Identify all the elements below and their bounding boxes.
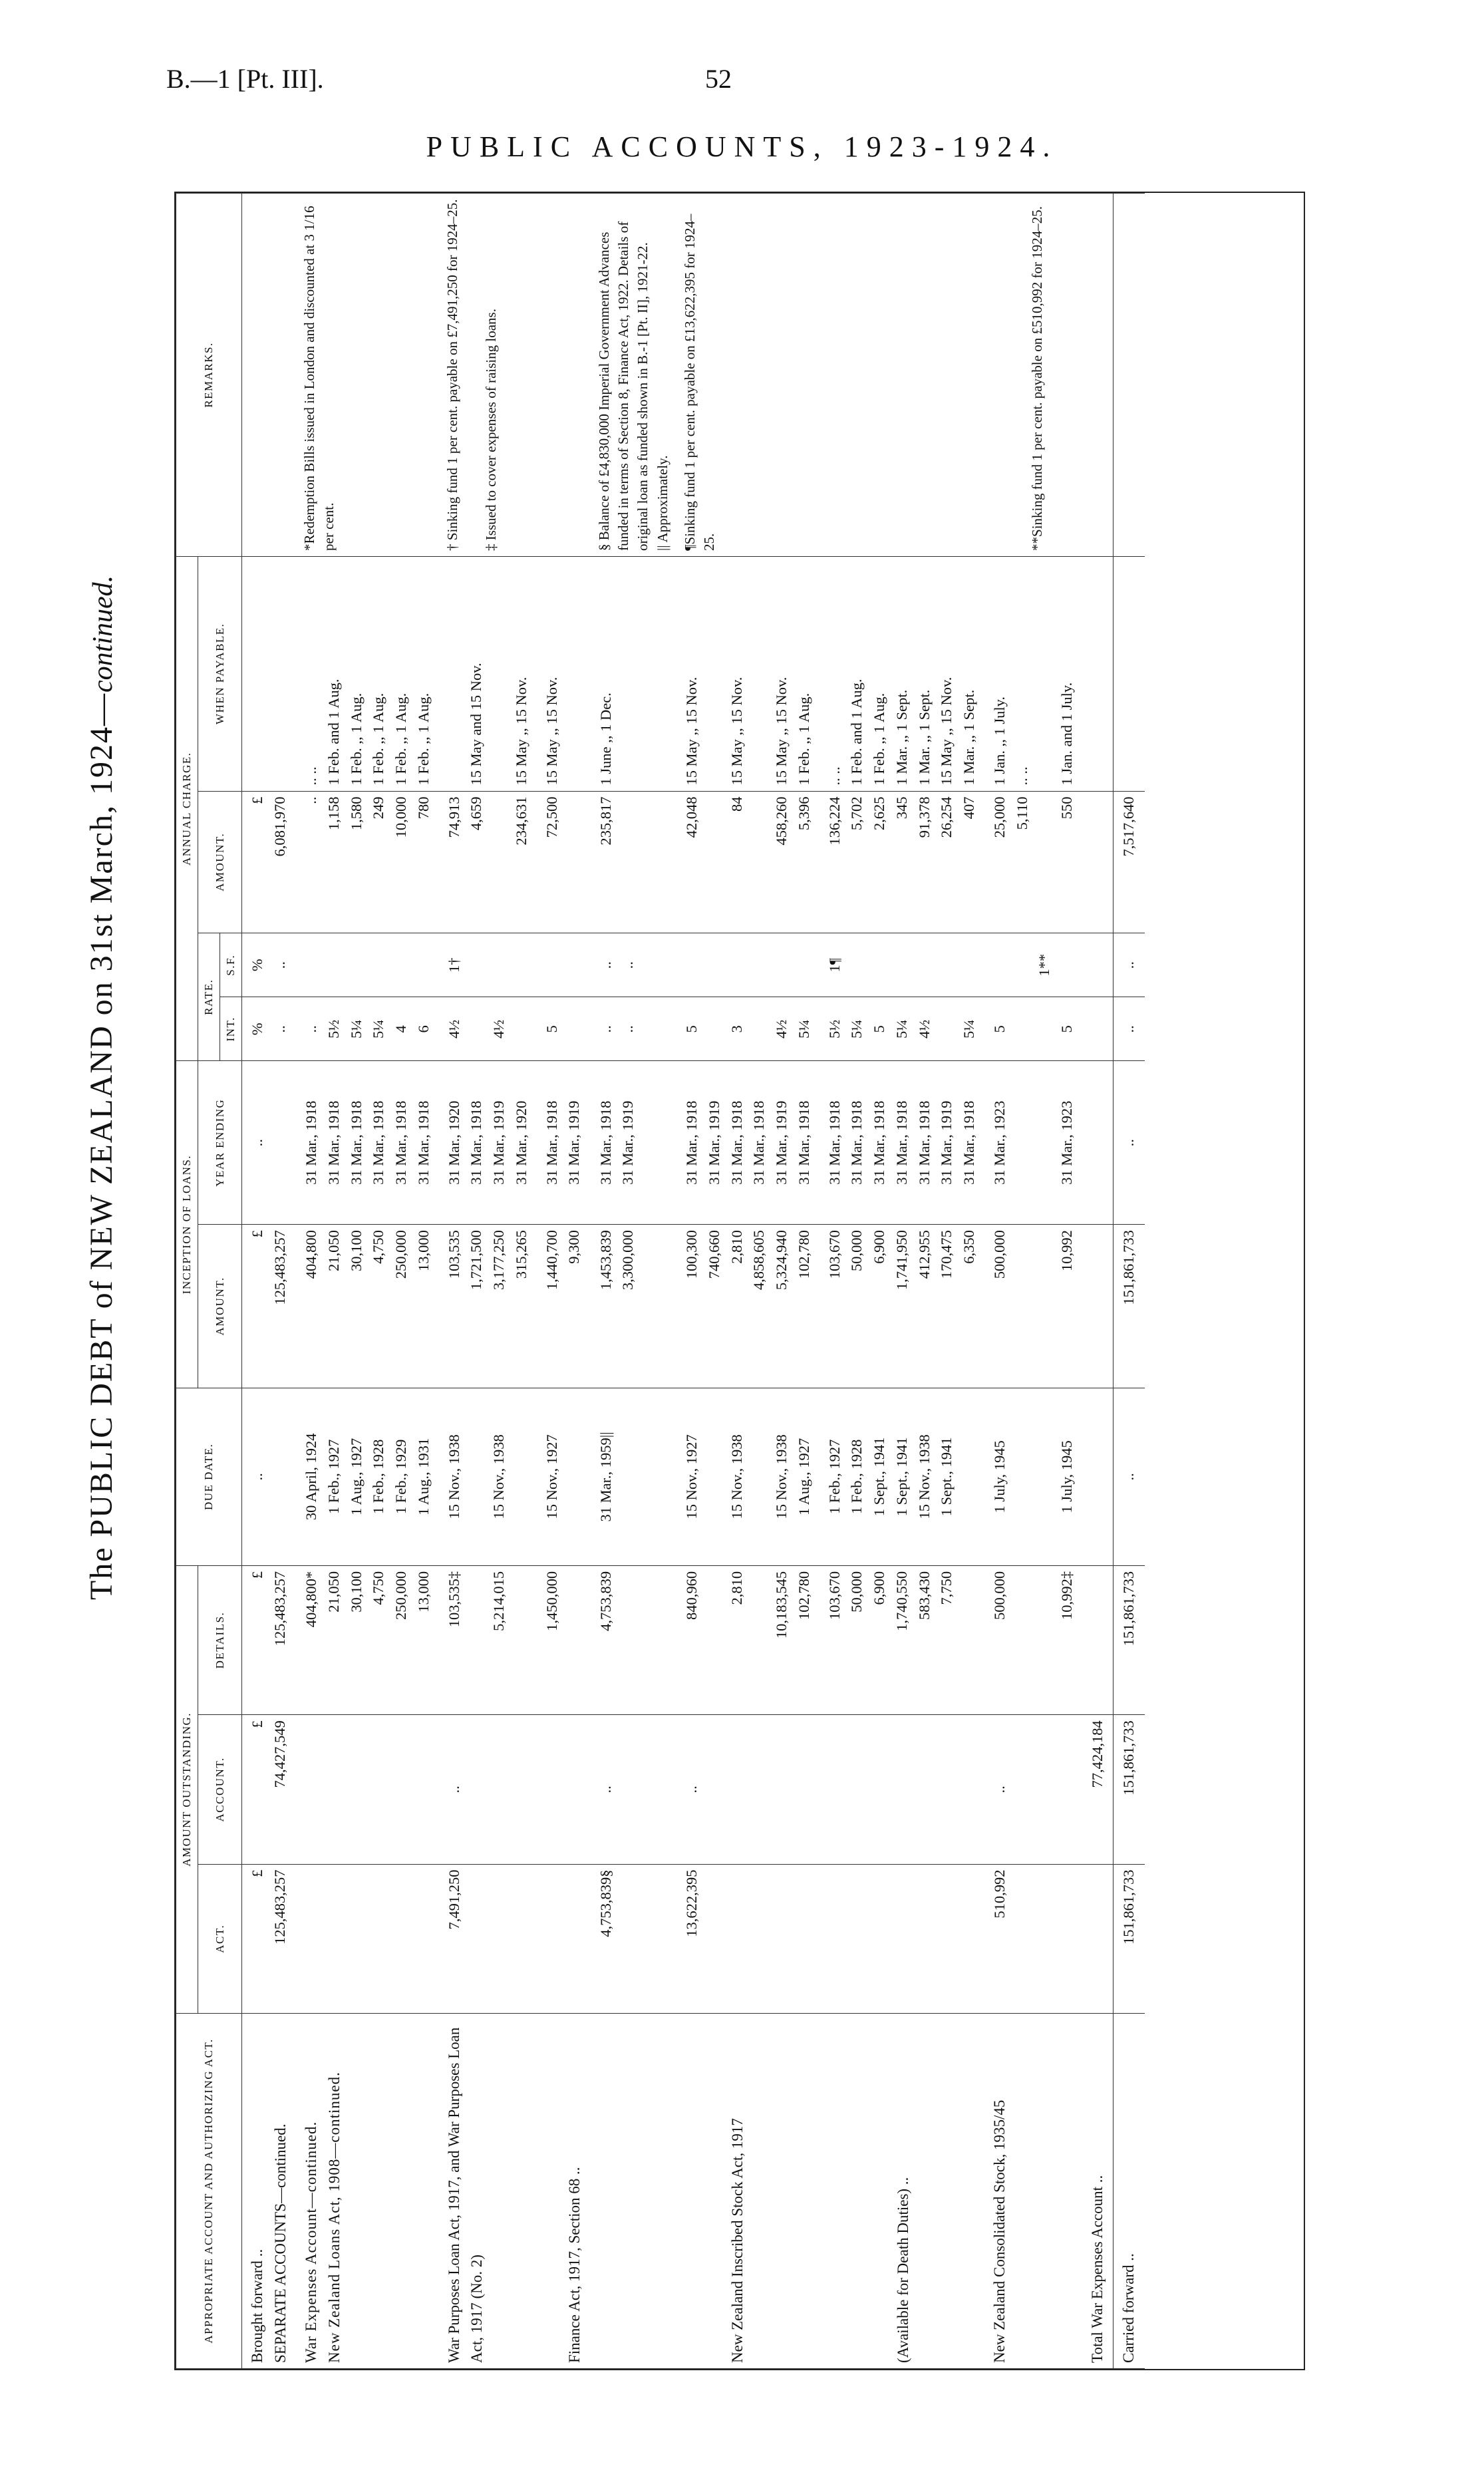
row-year: [1082, 1061, 1113, 1225]
row-account: Finance Act, 1917, Section 68 ..: [537, 2013, 591, 2368]
row-int: 5 5: [984, 997, 1082, 1061]
row-charge: 136,224 5,702 2,625 345 91,378 26,254 407: [819, 791, 984, 933]
row-inc-amount: 1,453,839 3,300,000: [591, 1225, 677, 1388]
col-rate: RATE.: [198, 933, 220, 1061]
row-int: 4½ 4½: [439, 997, 537, 1061]
row-acct: 77,424,184: [1082, 1715, 1113, 1864]
total-inc-amount: 151,861,733: [1113, 1225, 1145, 1388]
table-title-main: The PUBLIC DEBT of NEW ZEALAND on 31st March, 1924—: [84, 693, 119, 1601]
row-due: [1082, 1388, 1113, 1565]
row-remarks: *Redemption Bills issued in London and discounted at 3 1/16 per cent.: [296, 194, 439, 557]
row-details: 103,670 50,000 6,900 1,740,550 583,430 7,750: [819, 1565, 984, 1714]
row-remarks: [537, 194, 591, 557]
table-row: [819, 194, 984, 2369]
col-rate-sf: S.F.: [220, 933, 242, 997]
row-int: 5 3 4½ 5¼: [676, 997, 819, 1061]
row-acct: ..: [676, 1715, 819, 1864]
total-acct: 151,861,733: [1113, 1715, 1145, 1864]
page-ref: B.—1 [Pt. III].: [166, 64, 324, 94]
row-int: 5½ 5¼ 5 5¼ 4½ 5¼: [819, 997, 984, 1061]
row-sf: .. ..: [591, 933, 677, 997]
row-details: 1,450,000: [537, 1565, 591, 1714]
col-rate-int: INT.: [220, 997, 242, 1061]
row-when: .. .. 1 Feb. and 1 Aug. 1 Feb. ,, 1 Aug. 1 Feb. ,, 1 Aug. 1 Feb. ,, 1 Aug. 1 Feb. ,, 1 Aug.: [296, 556, 439, 791]
row-remarks: [819, 194, 984, 557]
col-details: DETAILS.: [198, 1565, 242, 1714]
table-title-continued: continued.: [88, 575, 118, 693]
table-row: [984, 194, 1082, 2369]
row-acct: £ 74,427,549: [242, 1715, 297, 1864]
row-sf: 1†: [439, 933, 537, 997]
col-amount-outstanding: AMOUNT OUTSTANDING.: [176, 1565, 198, 2013]
row-account: (Available for Death Duties) ..: [819, 2013, 984, 2368]
row-act: 510,992: [984, 1864, 1082, 2013]
total-when: [1113, 556, 1145, 791]
col-inception: INCEPTION OF LOANS.: [176, 1061, 198, 1388]
row-details: 103,535‡ 5,214,015: [439, 1565, 537, 1714]
row-due: ..: [242, 1388, 297, 1565]
row-act: [819, 1864, 984, 2013]
table-header: [176, 194, 242, 2369]
row-sf: % ..: [242, 933, 297, 997]
row-inc-amount: 500,000 10,992: [984, 1225, 1082, 1388]
page-number: 52: [705, 64, 732, 94]
row-act: 4,753,839§: [591, 1864, 677, 2013]
col-charge-amount: AMOUNT.: [198, 791, 242, 933]
row-remarks: ¶Sinking fund 1 per cent. payable on £13,622,395 for 1924–25.: [676, 194, 819, 557]
row-sf: 1¶: [819, 933, 984, 997]
row-acct: ..: [439, 1715, 537, 1864]
row-act: [296, 1864, 439, 2013]
row-remarks: † Sinking fund 1 per cent. payable on £7,491,250 for 1924–25. ‡ Issued to cover expenses of raising loans.: [439, 194, 537, 557]
row-act: [537, 1864, 591, 2013]
row-sf: [676, 933, 819, 997]
row-inc-amount: 100,300 740,660 2,810 4,858,605 5,324,940 102,780: [676, 1225, 819, 1388]
total-year: ..: [1113, 1061, 1145, 1225]
row-int: [1082, 997, 1113, 1061]
table-row: [439, 194, 537, 2369]
row-due: 15 Nov., 1927: [537, 1388, 591, 1565]
page-title: PUBLIC ACCOUNTS, 1923-1924.: [426, 130, 1058, 163]
debt-table-frame: [174, 192, 1305, 2370]
row-charge: 74,913 4,659 234,631: [439, 791, 537, 933]
row-inc-amount: [1082, 1225, 1113, 1388]
total-int: ..: [1113, 997, 1145, 1061]
col-account: APPROPRIATE ACCOUNT AND AUTHORIZING ACT.: [176, 2013, 242, 2368]
public-debt-table: [176, 193, 1145, 2369]
row-year: 31 Mar., 1918 31 Mar., 1919: [591, 1061, 677, 1225]
col-act: ACT.: [198, 1864, 242, 2013]
row-account: New Zealand Inscribed Stock Act, 1917: [676, 2013, 819, 2368]
row-inc-amount: 103,535 1,721,500 3,177,250 315,265: [439, 1225, 537, 1388]
row-int: .. ..: [591, 997, 677, 1061]
row-when: 1 June ,, 1 Dec.: [591, 556, 677, 791]
row-details: 500,000 10,992‡: [984, 1565, 1082, 1714]
row-remarks: **Sinking fund 1 per cent. payable on £510,992 for 1924–25.: [984, 194, 1082, 557]
row-when: 15 May ,, 15 Nov. 15 May ,, 15 Nov. 15 May ,, 15 Nov. 1 Feb. ,, 1 Aug.: [676, 556, 819, 791]
row-act: [1082, 1864, 1113, 2013]
row-account: War Expenses Account—continued. New Zealand Loans Act, 1908—continued.: [296, 2013, 439, 2368]
row-account: War Purposes Loan Act, 1917, and War Purposes Loan Act, 1917 (No. 2): [439, 2013, 537, 2368]
row-when: .. .. 1 Feb. and 1 Aug. 1 Feb. ,, 1 Aug. 1 Mar. ,, 1 Sept. 1 Mar. ,, 1 Sept. 15 May ,, 15 Nov. 1 Mar. ,, 1 Sept.: [819, 556, 984, 791]
row-acct: [296, 1715, 439, 1864]
row-charge: 72,500: [537, 791, 591, 933]
total-due: ..: [1113, 1388, 1145, 1565]
table-row: [537, 194, 591, 2369]
row-remarks: [1082, 194, 1113, 557]
row-inc-amount: 103,670 50,000 6,900 1,741,950 412,955 170,475 6,350: [819, 1225, 984, 1388]
table-body: [242, 194, 1145, 2369]
row-year: 31 Mar., 1920 31 Mar., 1918 31 Mar., 1919 31 Mar., 1920: [439, 1061, 537, 1225]
total-charge: 7,517,640: [1113, 791, 1145, 933]
row-account: Total War Expenses Account ..: [1082, 2013, 1113, 2368]
row-inc-amount: 1,440,700 9,300: [537, 1225, 591, 1388]
row-int: 5: [537, 997, 591, 1061]
row-account: New Zealand Consolidated Stock, 1935/45: [984, 2013, 1082, 2368]
row-act: 13,622,395: [676, 1864, 819, 2013]
total-account: Carried forward ..: [1113, 2013, 1145, 2368]
row-int: .. 5½ 5¼ 5¼ 4 6: [296, 997, 439, 1061]
row-details: 840,960 2,810 10,183,545 102,780: [676, 1565, 819, 1714]
row-details: 404,800* 21,050 30,100 4,750 250,000 13,000: [296, 1565, 439, 1714]
row-acct: [537, 1715, 591, 1864]
total-remarks: [1113, 194, 1145, 557]
table-row: [242, 194, 297, 2369]
row-due: 1 July, 1945 1 July, 1945: [984, 1388, 1082, 1565]
row-when: [1082, 556, 1113, 791]
row-int: % ..: [242, 997, 297, 1061]
row-acct: ..: [591, 1715, 677, 1864]
table-row: [1082, 194, 1113, 2369]
table-title: [83, 256, 130, 1919]
row-due: 30 April, 1924 1 Feb., 1927 1 Aug., 1927 1 Feb., 1928 1 Feb., 1929 1 Aug., 1931: [296, 1388, 439, 1565]
col-year-ending: YEAR ENDING: [198, 1061, 242, 1225]
row-when: [242, 556, 297, 791]
row-act: £ 125,483,257: [242, 1864, 297, 2013]
row-year: ..: [242, 1061, 297, 1225]
carried-forward-row: [1113, 194, 1145, 2369]
row-account: Brought forward .. SEPARATE ACCOUNTS—continued.: [242, 2013, 297, 2368]
row-inc-amount: 404,800 21,050 30,100 4,750 250,000 13,000: [296, 1225, 439, 1388]
row-acct: [819, 1715, 984, 1864]
row-charge: .. 1,158 1,580 249 10,000 780: [296, 791, 439, 933]
row-when: 15 May and 15 Nov. 15 May ,, 15 Nov.: [439, 556, 537, 791]
row-due: 15 Nov., 1927 15 Nov., 1938 15 Nov., 1938 1 Aug., 1927: [676, 1388, 819, 1565]
table-row: [296, 194, 439, 2369]
col-due-date: DUE DATE.: [176, 1388, 242, 1565]
total-details: 151,861,733: [1113, 1565, 1145, 1714]
row-when: 15 May ,, 15 Nov.: [537, 556, 591, 791]
total-act: 151,861,733: [1113, 1864, 1145, 2013]
table-row: [676, 194, 819, 2369]
row-remarks: § Balance of £4,830,000 Imperial Government Advances funded in terms of Section 8, Finance Act, 1922. Details of original loan as funded shown in B.-1 [Pt. II], 1921-22. || Approximately.: [591, 194, 677, 557]
table-row: [591, 194, 677, 2369]
col-when-payable: WHEN PAYABLE.: [198, 556, 242, 791]
row-year: 31 Mar., 1918 31 Mar., 1919: [537, 1061, 591, 1225]
row-charge: [1082, 791, 1113, 933]
total-sf: ..: [1113, 933, 1145, 997]
row-inc-amount: £ 125,483,257: [242, 1225, 297, 1388]
rotated-table-area: [176, 193, 1304, 2369]
row-acct: ..: [984, 1715, 1082, 1864]
row-charge: 25,000 5,110 550: [984, 791, 1082, 933]
row-due: 15 Nov., 1938 15 Nov., 1938: [439, 1388, 537, 1565]
row-charge: 235,817: [591, 791, 677, 933]
row-sf: [537, 933, 591, 997]
row-due: 31 Mar., 1959||: [591, 1388, 677, 1565]
row-due: 1 Feb., 1927 1 Feb., 1928 1 Sept., 1941 1 Sept., 1941 15 Nov., 1938 1 Sept., 1941: [819, 1388, 984, 1565]
row-remarks: [242, 194, 297, 557]
row-account: [591, 2013, 677, 2368]
row-sf: [296, 933, 439, 997]
row-year: 31 Mar., 1918 31 Mar., 1918 31 Mar., 1918 31 Mar., 1918 31 Mar., 1918 31 Mar., 1918: [296, 1061, 439, 1225]
row-sf: [1082, 933, 1113, 997]
row-details: 4,753,839: [591, 1565, 677, 1714]
row-year: 31 Mar., 1923 31 Mar., 1923: [984, 1061, 1082, 1225]
row-year: 31 Mar., 1918 31 Mar., 1918 31 Mar., 1918 31 Mar., 1918 31 Mar., 1918 31 Mar., 1919 31 Mar., 1918: [819, 1061, 984, 1225]
row-when: 1 Jan. ,, 1 July. .. .. 1 Jan. and 1 July.: [984, 556, 1082, 791]
row-year: 31 Mar., 1918 31 Mar., 1919 31 Mar., 1918 31 Mar., 1918 31 Mar., 1919 31 Mar., 1918: [676, 1061, 819, 1225]
row-charge: £ 6,081,970: [242, 791, 297, 933]
col-remarks: REMARKS.: [176, 194, 242, 557]
row-act: 7,491,250: [439, 1864, 537, 2013]
col-account-amount: ACCOUNT.: [198, 1715, 242, 1864]
row-charge: 42,048 84 458,260 5,396: [676, 791, 819, 933]
row-details: [1082, 1565, 1113, 1714]
col-annual-charge: ANNUAL CHARGE.: [176, 556, 198, 1060]
row-details: £ 125,483,257: [242, 1565, 297, 1714]
col-inception-amount: AMOUNT.: [198, 1225, 242, 1388]
row-sf: 1**: [984, 933, 1082, 997]
